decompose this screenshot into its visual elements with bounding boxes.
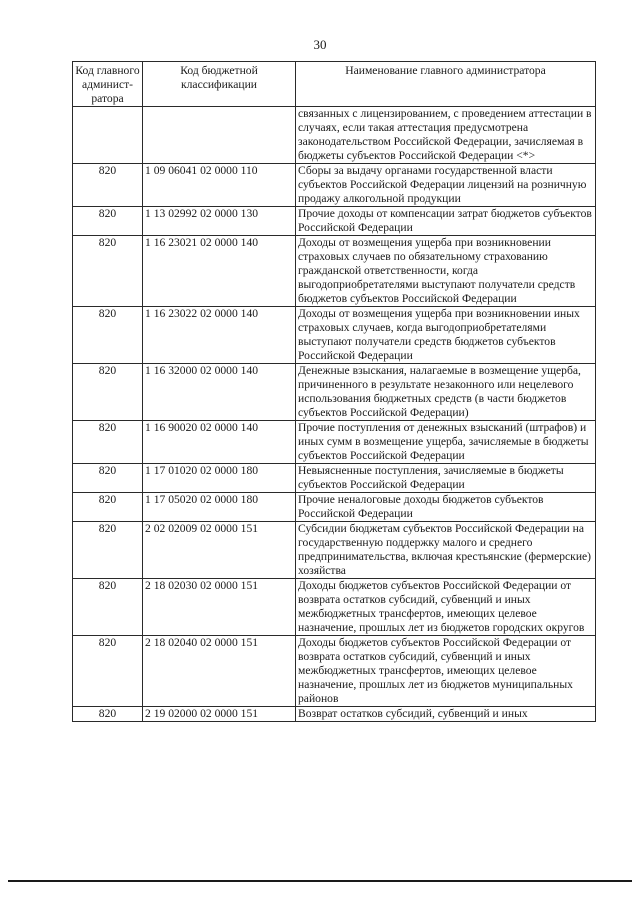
- budget-code-cell: 1 16 23021 02 0000 140: [143, 236, 296, 307]
- table-header-row: [73, 62, 596, 107]
- header-admin-name: Наименование главного администратора: [296, 62, 596, 107]
- budget-code-cell: 1 16 23022 02 0000 140: [143, 307, 296, 364]
- header-admin-code: Код главного админист-ратора: [73, 62, 143, 107]
- admin-name-cell: Субсидии бюджетам субъектов Российской Федерации на государственную поддержку малого и среднего предпринимательства, включая крестьянские (фермерские) хозяйства: [296, 522, 596, 579]
- page-number: 30: [313, 37, 327, 52]
- budget-code-cell: 2 18 02030 02 0000 151: [143, 579, 296, 636]
- table-row: [73, 207, 596, 236]
- admin-name-cell: Прочие доходы от компенсации затрат бюджетов субъектов Российской Федерации: [296, 207, 596, 236]
- admin-name-cell: Доходы бюджетов субъектов Российской Федерации от возврата остатков субсидий, субвенций и иных межбюджетных трансфертов, имеющих целевое назначение, прошлых лет из бюджетов муниципальных районов: [296, 636, 596, 707]
- budget-code-cell: 1 16 90020 02 0000 140: [143, 421, 296, 464]
- admin-code-cell: 820: [73, 636, 143, 707]
- admin-code-cell: 820: [73, 164, 143, 207]
- table-row: [73, 707, 596, 722]
- page-bottom-rule: [8, 880, 632, 882]
- budget-classification-table: [72, 61, 596, 722]
- table-row: [73, 579, 596, 636]
- admin-name-cell: Доходы бюджетов субъектов Российской Федерации от возврата остатков субсидий, субвенций и иных межбюджетных трансфертов, имеющих целевое назначение, прошлых лет из бюджетов городских округов: [296, 579, 596, 636]
- table-row: [73, 464, 596, 493]
- admin-name-cell: Возврат остатков субсидий, субвенций и иных: [296, 707, 596, 722]
- budget-code-cell: 1 09 06041 02 0000 110: [143, 164, 296, 207]
- table-row: [73, 421, 596, 464]
- table-row: [73, 522, 596, 579]
- admin-name-cell: Денежные взыскания, налагаемые в возмещение ущерба, причиненного в результате незаконного или нецелевого использования бюджетных средств (в части бюджетов субъектов Российской Федерации): [296, 364, 596, 421]
- admin-name-cell: связанных с лицензированием, с проведением аттестации в случаях, если такая аттестация предусмотрена законодательством Российской Федерации, зачисляемая в бюджеты субъектов Российской Федерации <*>: [296, 107, 596, 164]
- admin-code-cell: 820: [73, 464, 143, 493]
- admin-code-cell: 820: [73, 236, 143, 307]
- budget-code-cell: 1 13 02992 02 0000 130: [143, 207, 296, 236]
- header-budget-code: Код бюджетной классификации: [143, 62, 296, 107]
- admin-name-cell: Сборы за выдачу органами государственной власти субъектов Российской Федерации лицензий на розничную продажу алкогольной продукции: [296, 164, 596, 207]
- admin-name-cell: Прочие неналоговые доходы бюджетов субъектов Российской Федерации: [296, 493, 596, 522]
- table-row: [73, 493, 596, 522]
- budget-code-cell: 2 19 02000 02 0000 151: [143, 707, 296, 722]
- table-row: [73, 164, 596, 207]
- admin-name-cell: Доходы от возмещения ущерба при возникновении страховых случаев по обязательному страхованию гражданской ответственности, когда выгодоприобретателями выступают получатели средств бюджетов субъектов Российской Федерации: [296, 236, 596, 307]
- admin-name-cell: Доходы от возмещения ущерба при возникновении иных страховых случаев, когда выгодоприобретателями выступают получатели средств бюджетов субъектов Российской Федерации: [296, 307, 596, 364]
- table-row: [73, 636, 596, 707]
- admin-code-cell: 820: [73, 522, 143, 579]
- budget-code-cell: [143, 107, 296, 164]
- table-row: [73, 236, 596, 307]
- budget-code-cell: 1 17 05020 02 0000 180: [143, 493, 296, 522]
- table-row: [73, 307, 596, 364]
- admin-code-cell: 820: [73, 364, 143, 421]
- table-row: [73, 364, 596, 421]
- admin-code-cell: 820: [73, 707, 143, 722]
- budget-code-cell: 2 18 02040 02 0000 151: [143, 636, 296, 707]
- admin-code-cell: 820: [73, 579, 143, 636]
- budget-code-cell: 2 02 02009 02 0000 151: [143, 522, 296, 579]
- admin-code-cell: [73, 107, 143, 164]
- admin-code-cell: 820: [73, 493, 143, 522]
- admin-name-cell: Прочие поступления от денежных взысканий (штрафов) и иных сумм в возмещение ущерба, зачисляемые в бюджеты субъектов Российской Федерации: [296, 421, 596, 464]
- table-row: [73, 107, 596, 164]
- budget-code-cell: 1 16 32000 02 0000 140: [143, 364, 296, 421]
- admin-code-cell: 820: [73, 207, 143, 236]
- budget-code-cell: 1 17 01020 02 0000 180: [143, 464, 296, 493]
- admin-name-cell: Невыясненные поступления, зачисляемые в бюджеты субъектов Российской Федерации: [296, 464, 596, 493]
- admin-code-cell: 820: [73, 421, 143, 464]
- admin-code-cell: 820: [73, 307, 143, 364]
